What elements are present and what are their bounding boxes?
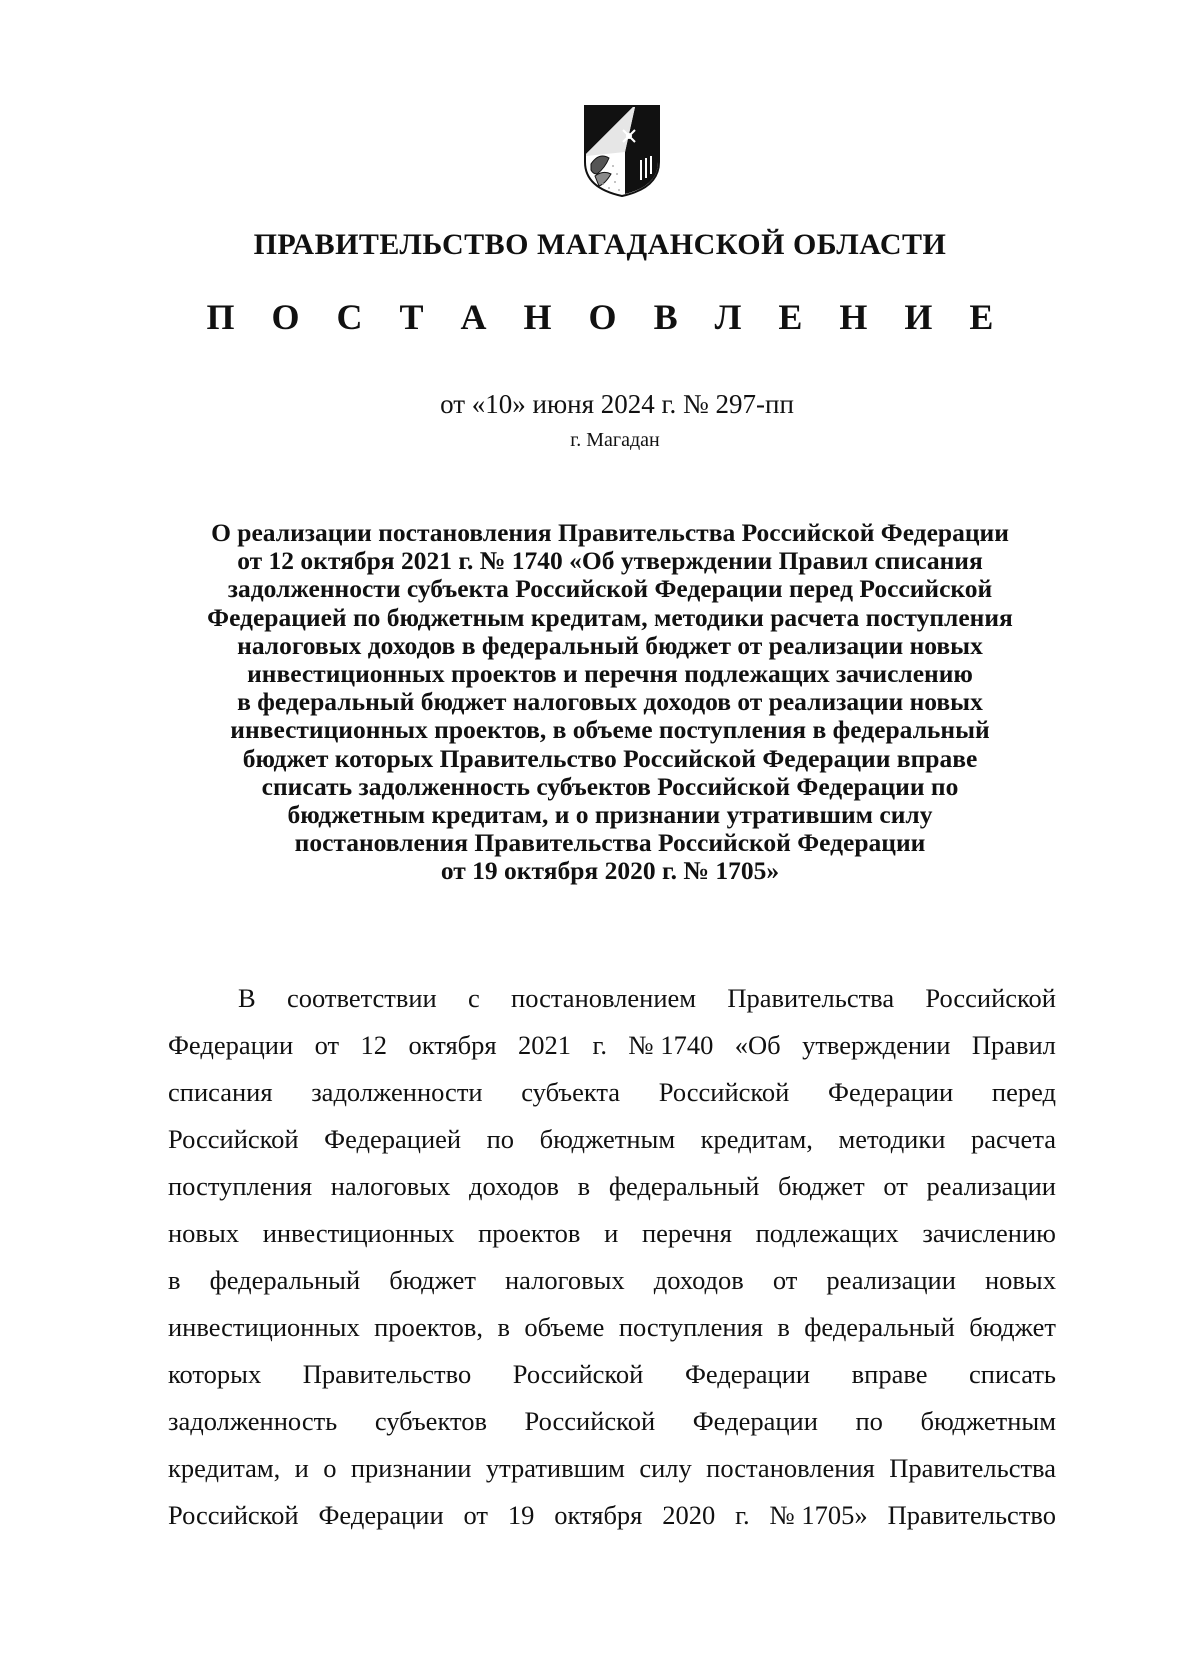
body-line: которых Правительство Российской Федерации вправе списать (168, 1359, 1056, 1389)
document-body (168, 975, 1056, 1539)
heading-line: налоговых доходов в федеральный бюджет от реализации новых (237, 630, 983, 660)
body-line: кредитам, и о признании утратившим силу постановления Правительства (168, 1453, 1056, 1483)
heading-line: бюджетным кредитам, и о признании утратившим силу (287, 800, 933, 830)
document-city: г. Магадан (570, 429, 660, 451)
heading-line: от 19 октября 2020 г. № 1705» (440, 856, 780, 886)
coat-of-arms-icon (583, 104, 661, 198)
body-line: инвестиционных проектов, в объеме поступления в федеральный бюджет (168, 1312, 1056, 1342)
heading-line: в федеральный бюджет налоговых доходов от реализации новых (237, 687, 983, 717)
heading-line: О реализации постановления Правительства Российской Федерации (211, 518, 1009, 547)
document-date-number: от «10» июня 2024 г. № 297-пп (440, 389, 794, 419)
body-line: Российской Федерацией по бюджетным кредитам, методики расчета (168, 1124, 1056, 1154)
heading-line: списать задолженность субъектов Российской Федерации по (261, 771, 959, 801)
heading-line: Федерацией по бюджетным кредитам, методики расчета поступления (207, 602, 1013, 632)
heading-line: постановления Правительства Российской Федерации (294, 828, 926, 858)
body-line: в федеральный бюджет налоговых доходов от реализации новых (168, 1265, 1056, 1295)
heading-line: инвестиционных проектов и перечня подлежащих зачислению (247, 659, 973, 689)
body-line: списания задолженности субъекта Российской Федерации перед (168, 1077, 1056, 1107)
document-heading (160, 519, 1060, 886)
body-line: поступления налоговых доходов в федеральный бюджет от реализации (168, 1171, 1056, 1201)
heading-line: бюджет которых Правительство Российской Федерации вправе (242, 743, 978, 773)
heading-line: от 12 октября 2021 г. № 1740 «Об утверждении Правил списания (237, 546, 983, 576)
body-line: Федерации от 12 октября 2021 г. № 1740 «Об утверждении Правил (168, 1030, 1056, 1060)
body-line: В соответствии с постановлением Правительства Российской (238, 983, 1056, 1013)
government-title: ПРАВИТЕЛЬСТВО МАГАДАНСКОЙ ОБЛАСТИ (253, 228, 947, 261)
body-line: Российской Федерации от 19 октября 2020 г. № 1705» Правительство (168, 1500, 1056, 1530)
body-line: задолженность субъектов Российской Федерации по бюджетным (168, 1406, 1056, 1436)
heading-line: задолженности субъекта Российской Федерации перед Российской (227, 574, 993, 604)
heading-line: инвестиционных проектов, в объеме поступления в федеральный (230, 715, 990, 745)
document-type-title: П О С Т А Н О В Л Е Н И Е (206, 297, 1008, 337)
body-line: новых инвестиционных проектов и перечня подлежащих зачислению (168, 1218, 1056, 1248)
